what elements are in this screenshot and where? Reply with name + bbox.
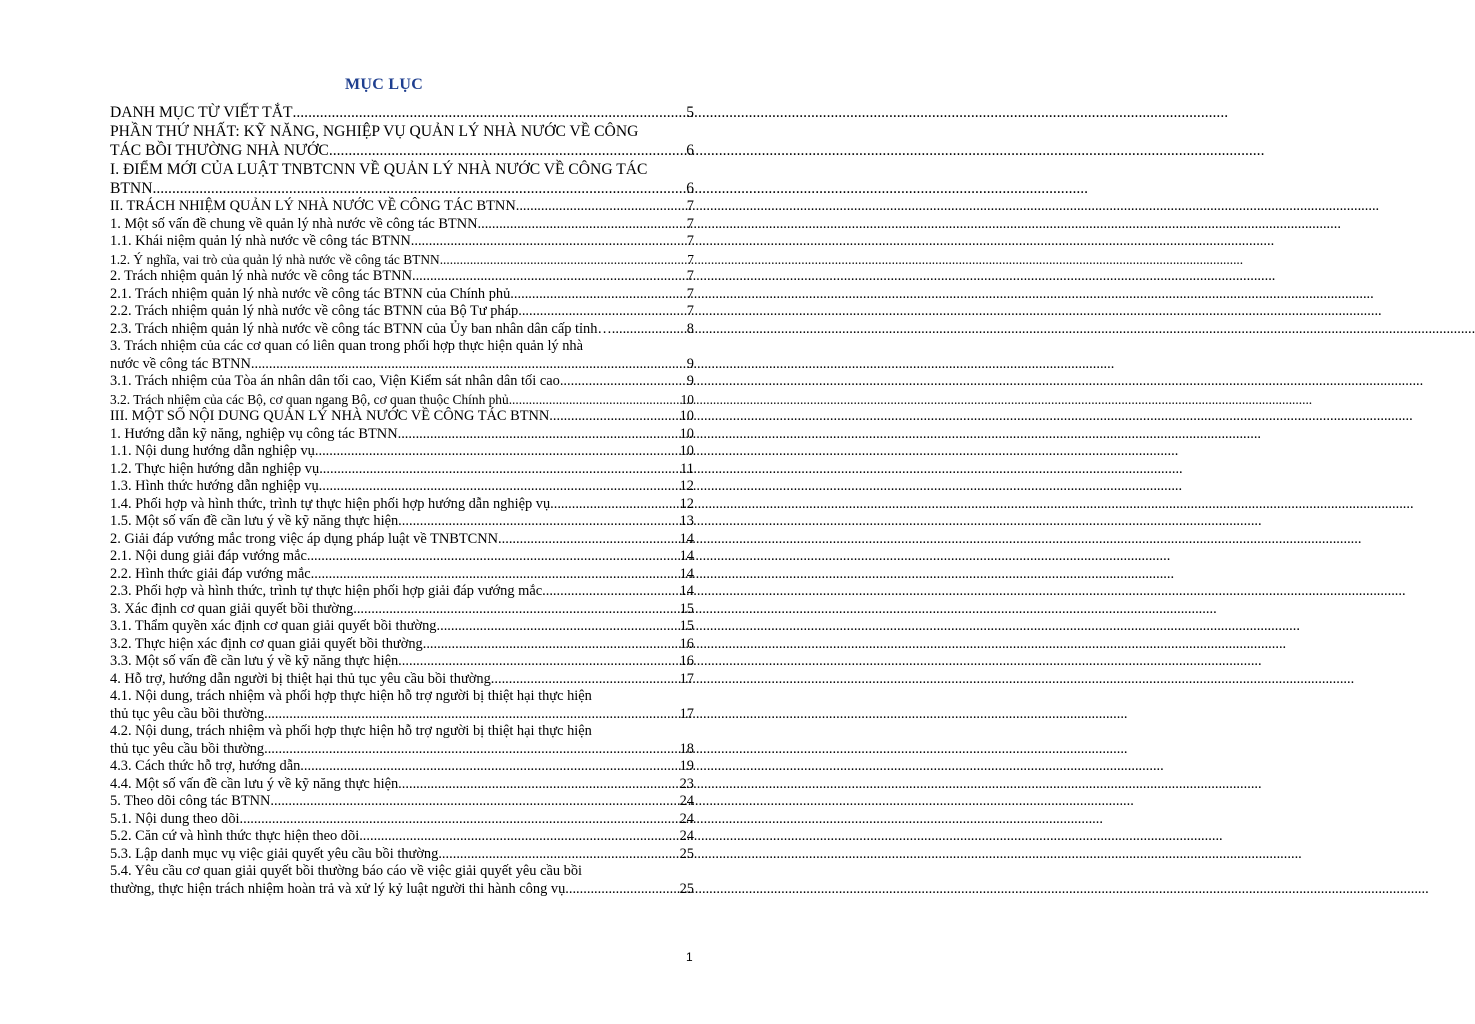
toc-entry[interactable] [110,408,694,426]
dot-leader [550,496,679,514]
toc-entry[interactable] [110,233,694,251]
dot-leader [270,793,679,811]
toc-page-number: 7 [686,198,694,214]
toc-page-number: 10 [679,425,694,442]
toc-page-number: 7 [686,303,694,319]
dot-leader [438,846,679,864]
dot-leader [398,776,679,794]
toc-page-number: 5 [686,104,694,121]
dot-leader [300,758,679,776]
toc-page-number: 14 [679,565,694,582]
toc-entry[interactable] [110,618,694,636]
toc-page-number: 16 [679,653,694,669]
toc-entry[interactable] [110,776,694,794]
toc-page-number: 14 [679,548,694,564]
toc-page-number: 12 [679,478,694,494]
dot-leader [612,321,687,339]
toc-page-number: 18 [679,740,694,757]
dot-leader [292,103,686,122]
toc-entry-text: 2. Giải đáp vướng mắc trong việc áp dụng pháp luật về TNBTCNN [110,530,499,547]
toc-entry-text: BTNN [110,180,153,197]
toc-entry[interactable] [110,122,694,160]
toc-page-number: 15 [679,600,694,617]
toc-entry-text: thường, thực hiện trách nhiệm hoàn trả và xử lý kỷ luật người thi hành công vụ [110,880,566,897]
dot-leader [398,426,680,444]
dot-leader [478,216,687,234]
toc-entry[interactable] [110,216,694,234]
dot-leader [509,391,681,409]
dot-leader [549,408,679,426]
toc-entry-text: 4. Hỗ trợ, hướng dẫn người bị thiệt hại thủ tục yêu cầu bồi thường [110,670,491,687]
toc-entry-text: 3.3. Một số vấn đề cần lưu ý về kỹ năng thực hiện [110,653,399,669]
dot-leader [498,531,680,549]
toc-entry-text: 3.1. Thẩm quyền xác định cơ quan giải quyết bồi thường [110,618,437,634]
toc-entry-text: 5.4. Yêu cầu cơ quan giải quyết bồi thường báo cáo về việc giải quyết yêu cầu bồi [110,863,583,879]
dot-leader [440,251,688,269]
dot-leader [423,636,680,654]
toc-page-number: 6 [686,180,694,197]
toc-page-number: 25 [679,845,694,862]
toc-entry-text: I. ĐIỂM MỚI CỦA LUẬT TNBTCNN VỀ QUẢN LÝ NHÀ NƯỚC VỀ CÔNG TÁC [110,161,648,178]
dot-leader [516,198,687,216]
toc-entry[interactable] [110,251,694,269]
toc-entry[interactable] [110,443,694,461]
dot-leader [359,828,679,846]
toc-entry-text: 3. Xác định cơ quan giải quyết bồi thường [110,600,354,617]
toc-entry-text: thủ tục yêu cầu bồi thường [110,740,265,757]
toc-entry[interactable] [110,846,694,864]
dot-leader [152,179,686,198]
dot-leader [353,601,679,619]
dot-leader [518,303,687,321]
toc-entry-text: 1. Hướng dẫn kỹ năng, nghiệp vụ công tác BTNN [110,425,398,442]
toc-page-number: 12 [679,495,694,512]
dot-leader [307,548,680,566]
dot-leader [437,618,680,636]
toc-entry[interactable] [110,531,694,549]
toc-entry-text: 1.3. Hình thức hướng dẫn nghiệp vụ [110,478,319,494]
toc-entry-text: 3. Trách nhiệm của các cơ quan có liên quan trong phối hợp thực hiện quản lý nhà [110,338,584,354]
toc-page-number: 6 [686,142,694,159]
toc-entry[interactable] [110,391,694,409]
dot-leader [412,268,687,286]
toc-page-number: 17 [679,670,694,687]
toc-page-number: 7 [686,215,694,232]
toc-entry-text: 5.2. Căn cứ và hình thức thực hiện theo dõi [110,828,360,844]
toc-entry[interactable] [110,103,694,122]
toc-page-number: 17 [679,705,694,722]
toc-entry-text: 2.3. Phối hợp và hình thức, trình tự thực hiện phối hợp giải đáp vướng mắc [110,583,543,599]
toc-entry[interactable] [110,723,694,758]
toc-entry-text: 2.2. Trách nhiệm quản lý nhà nước về công tác BTNN của Bộ Tư pháp [110,303,519,319]
toc-page-number: 13 [679,513,694,529]
toc-entry[interactable] [110,863,694,898]
toc-page-number: 25 [679,880,694,897]
toc-entry-text: 2. Trách nhiệm quản lý nhà nước về công tác BTNN [110,268,412,284]
toc-entry[interactable] [110,478,694,496]
toc-entry[interactable] [110,268,694,286]
toc-entry-text: 3.2. Trách nhiệm của các Bộ, cơ quan ngang Bộ, cơ quan thuộc Chính phủ [110,391,509,407]
toc-entry-text: 2.3. Trách nhiệm quản lý nhà nước về công tác BTNN của Ủy ban nhân dân cấp tỉnh… [110,320,612,337]
dot-leader [329,141,686,160]
toc-entry-text: 1.1. Khái niệm quản lý nhà nước về công tác BTNN [110,233,411,249]
toc-entry-text: 4.2. Nội dung, trách nhiệm và phối hợp thực hiện hỗ trợ người bị thiệt hại thực hiện [110,723,592,739]
toc-page-number: 24 [679,793,694,809]
toc-page-number: 19 [679,758,694,774]
toc-entry[interactable] [110,338,694,373]
toc-entry-text: 2.2. Hình thức giải đáp vướng mắc [110,565,311,582]
toc-page-number: 15 [679,618,694,634]
toc-entry[interactable] [110,286,694,304]
toc-entry-text: PHẦN THỨ NHẤT: KỸ NĂNG, NGHIỆP VỤ QUẢN LÝ NHÀ NƯỚC VỀ CÔNG [110,123,639,140]
toc-entry-text: DANH MỤC TỪ VIẾT TẮT [110,104,293,121]
toc-entry-text: 1.2. Thực hiện hướng dẫn nghiệp vụ [110,460,320,477]
toc-page-number: 16 [679,635,694,652]
dot-leader [565,881,679,899]
toc-page-number: 10 [680,391,694,407]
toc-entry[interactable] [110,160,694,198]
toc-page-number: 9 [686,355,694,372]
toc-entry-text: 5. Theo dõi công tác BTNN [110,793,271,809]
toc-entry-text: 1.5. Một số vấn đề cần lưu ý về kỹ năng thực hiện [110,513,399,529]
toc-entry[interactable] [110,601,694,619]
dot-leader [560,373,687,391]
dot-leader [319,461,680,479]
toc-entry-text: 4.4. Một số vấn đề cần lưu ý về kỹ năng thực hiện [110,775,399,792]
toc-entry[interactable] [110,321,694,339]
toc-page-number: 9 [686,373,694,389]
toc-entry-text: 1.2. Ý nghĩa, vai trò của quản lý nhà nước về công tác BTNN [110,251,440,267]
toc-page-number: 23 [679,775,694,792]
toc-entry-text: 1.1. Nội dung hướng dẫn nghiệp vụ [110,443,315,459]
toc-entry[interactable] [110,198,694,216]
page-number: 1 [686,950,693,964]
dot-leader [510,286,687,304]
toc-entry[interactable] [110,811,694,829]
toc-entry-text: 3.1. Trách nhiệm của Tòa án nhân dân tối cao, Viện Kiểm sát nhân dân tối cao [110,373,560,389]
toc-page-number: 14 [679,530,694,547]
toc-entry-text: 4.1. Nội dung, trách nhiệm và phối hợp thực hiện hỗ trợ người bị thiệt hại thực hiện [110,688,592,704]
toc-entry-text: nước về công tác BTNN [110,355,251,372]
dot-leader [240,811,680,829]
toc-entry[interactable] [110,688,694,723]
toc-entry[interactable] [110,513,694,531]
toc-page-number: 10 [679,443,694,459]
toc-entry-text: thủ tục yêu cầu bồi thường [110,705,265,722]
dot-leader [251,356,687,374]
toc-entry-text: 5.1. Nội dung theo dõi [110,810,240,827]
toc-entry[interactable] [110,653,694,671]
toc-title: MỤC LỤC [344,76,424,93]
toc-entry[interactable] [110,496,694,514]
toc-entry[interactable] [110,303,694,321]
toc-entry[interactable] [110,671,694,689]
toc-entry-text: TÁC BỒI THƯỜNG NHÀ NƯỚC [110,142,329,159]
dot-leader [311,566,680,584]
toc-page-number: 7 [686,268,694,284]
dot-leader [315,443,680,461]
toc-entry-text: 2.1. Nội dung giải đáp vướng mắc [110,548,307,564]
dot-leader [264,741,680,759]
toc-entry-text: 5.3. Lập danh mục vụ việc giải quyết yêu cầu bồi thường [110,845,439,862]
toc-page-number: 8 [686,320,694,337]
toc-entry[interactable] [110,373,694,391]
dot-leader [319,478,680,496]
toc-entry[interactable] [110,566,694,584]
toc-entry[interactable] [110,793,694,811]
toc-entry[interactable] [110,461,694,479]
toc-page-number: 24 [679,810,694,827]
toc-entry[interactable] [110,426,694,444]
dot-leader [491,671,680,689]
toc-entry-text: 4.3. Cách thức hỗ trợ, hướng dẫn [110,758,301,774]
toc-page-number: 7 [686,233,694,249]
dot-leader [264,706,680,724]
toc-entry-text: 3.2. Thực hiện xác định cơ quan giải quyết bồi thường [110,635,423,652]
toc-entry-text: 2.1. Trách nhiệm quản lý nhà nước về công tác BTNN của Chính phủ [110,285,511,302]
toc-page-number: 14 [679,583,694,599]
dot-leader [398,653,679,671]
toc-page-number: 10 [679,408,694,424]
toc-entry[interactable] [110,828,694,846]
toc-entry[interactable] [110,583,694,601]
toc-page-number: 7 [687,251,694,267]
toc-entry[interactable] [110,758,694,776]
toc-entry-text: 1. Một số vấn đề chung về quản lý nhà nước về công tác BTNN [110,215,478,232]
toc-page-number: 24 [679,828,694,844]
dot-leader [542,583,679,601]
toc-entry-text: II. TRÁCH NHIỆM QUẢN LÝ NHÀ NƯỚC VỀ CÔNG TÁC BTNN [110,198,516,214]
dot-leader [398,513,679,531]
dot-leader [411,233,687,251]
toc-entry-text: III. MỘT SỐ NỘI DUNG QUẢN LÝ NHÀ NƯỚC VỀ CÔNG TÁC BTNN [110,408,550,424]
toc-entry[interactable] [110,636,694,654]
table-of-contents [110,103,694,898]
toc-page-number: 11 [680,460,694,477]
toc-entry[interactable] [110,548,694,566]
toc-page-number: 7 [686,285,694,302]
toc-entry-text: 1.4. Phối hợp và hình thức, trình tự thực hiện phối hợp hướng dẫn nghiệp vụ [110,495,551,512]
